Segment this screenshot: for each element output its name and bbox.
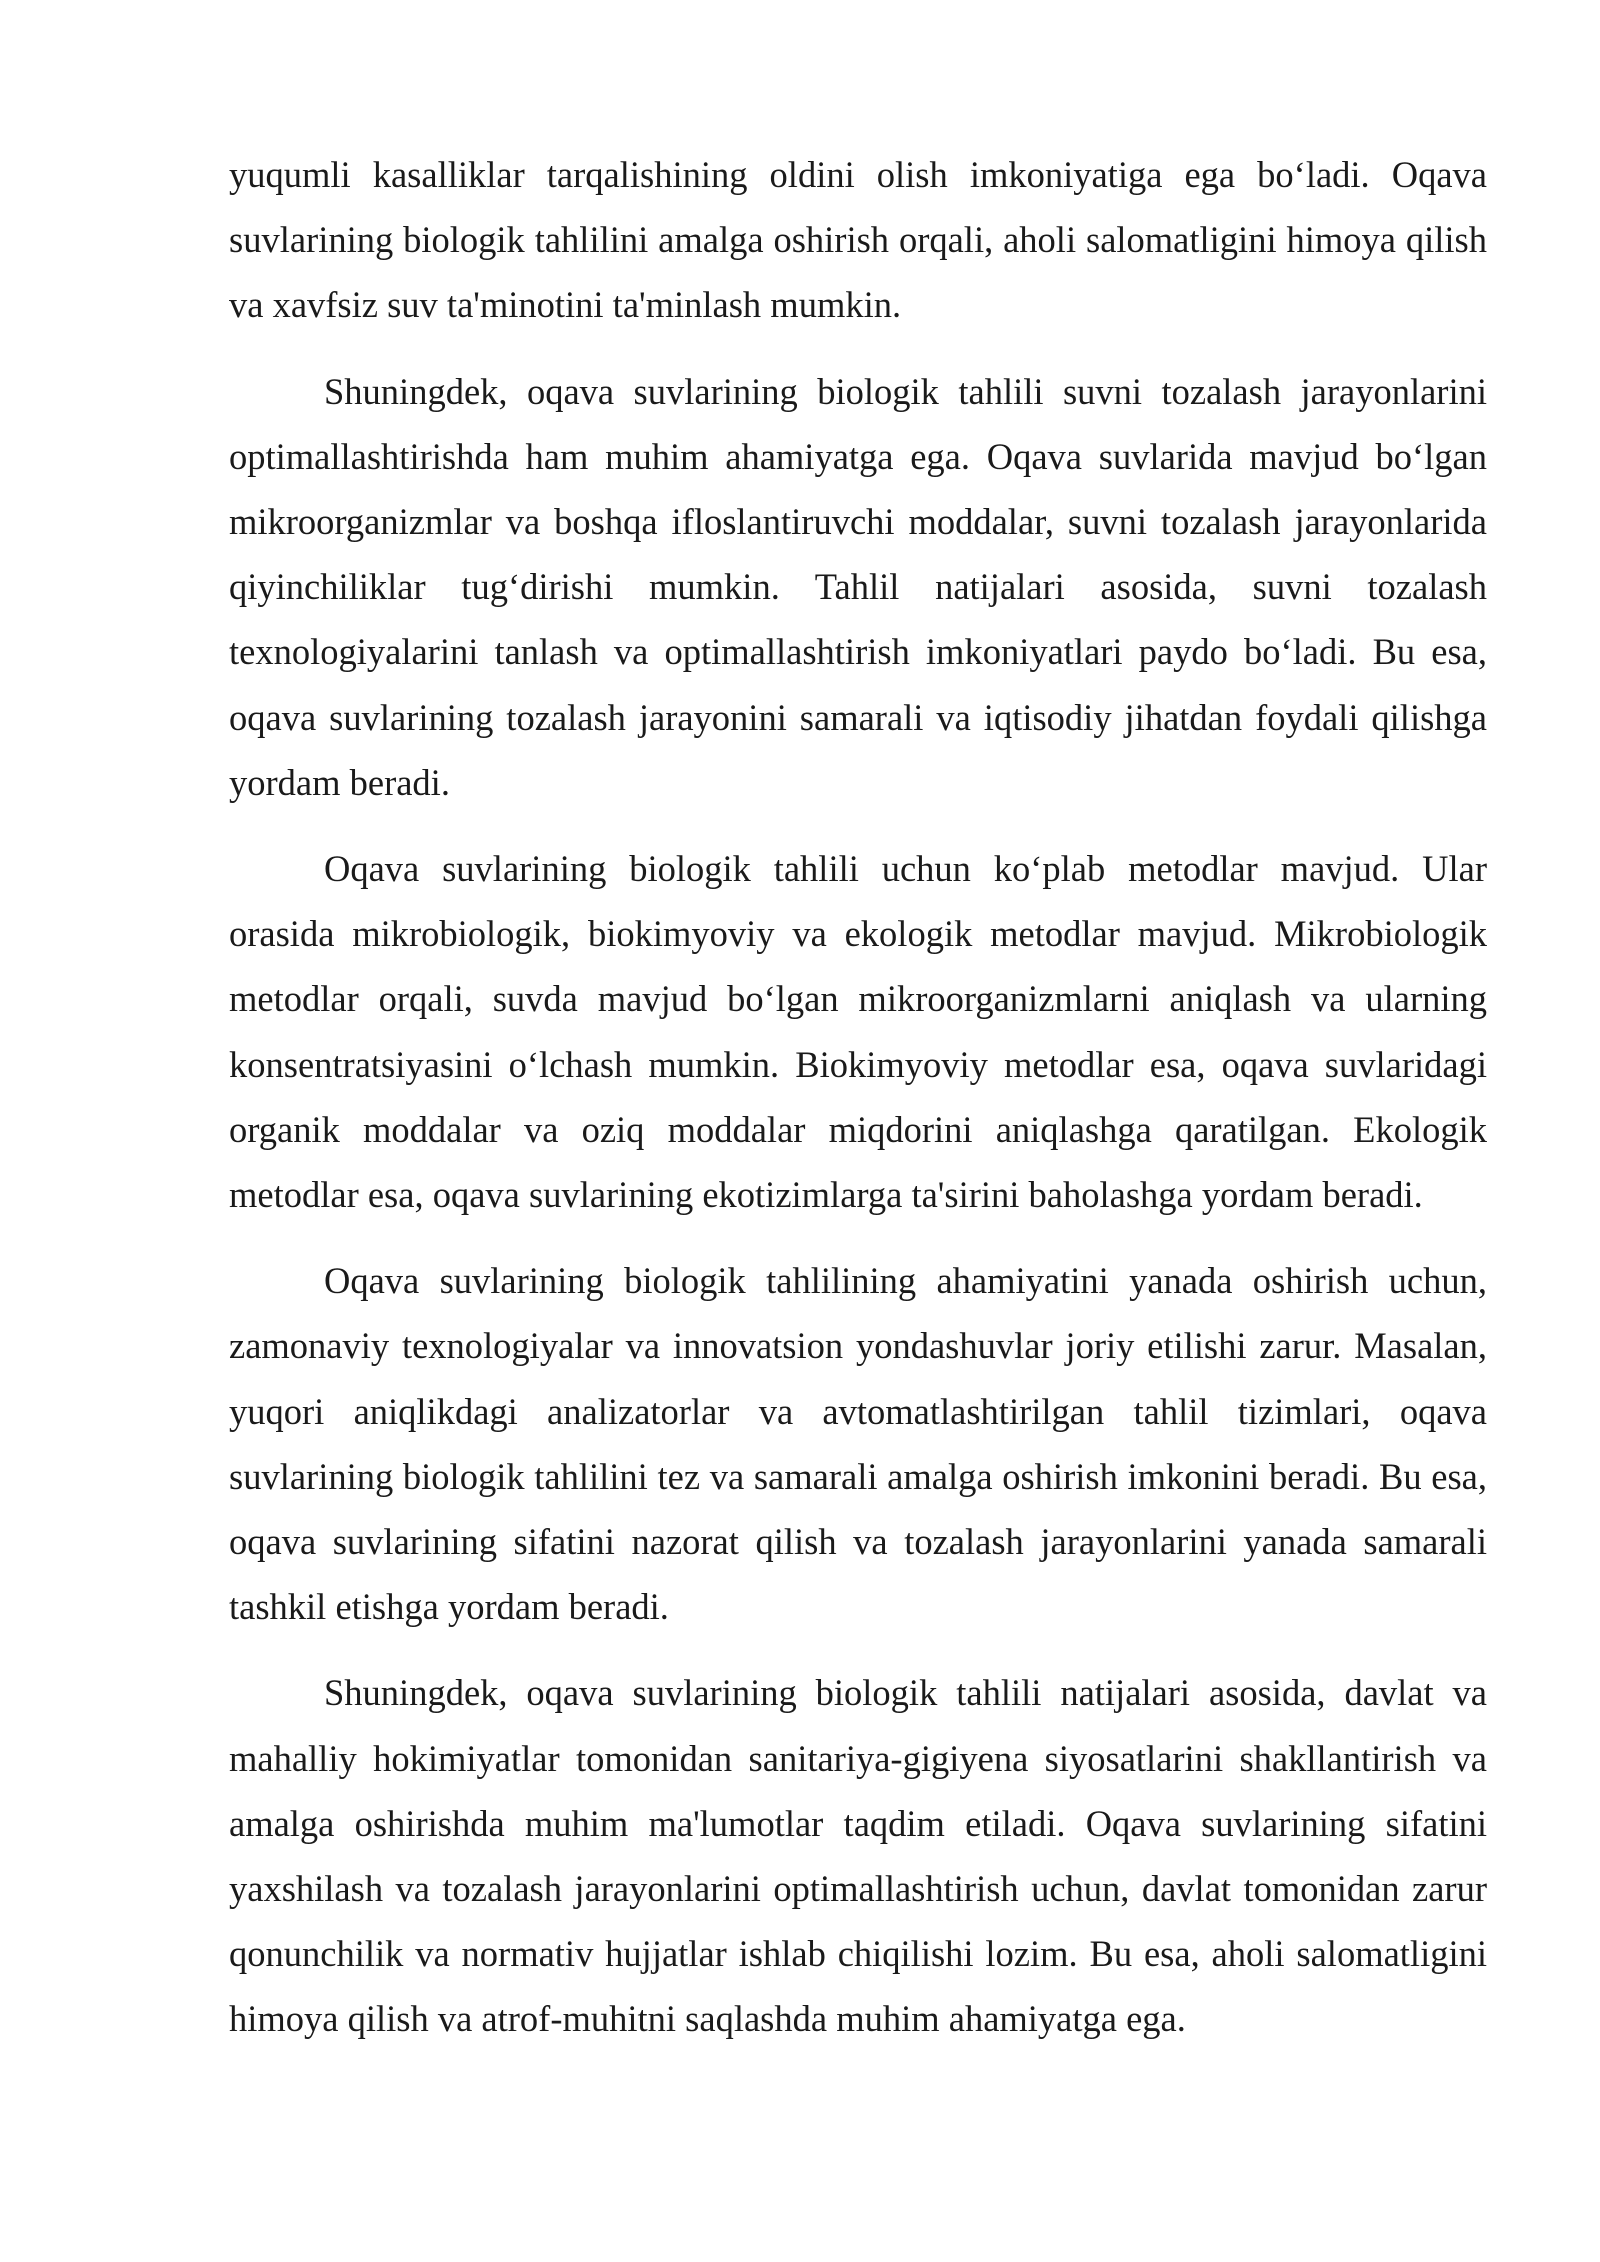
paragraph-analysis-methods: Oqava suvlarining biologik tahlili uchun ko‘plab metodlar mavjud. Ular orasida mikrobiologik, biokimyoviy va ekologik metodlar mavjud. Mikrobiologik metodlar orqali, suvda mavjud bo‘lgan mikroorganizmlarni aniqlash va ularning konsentratsiyasini o‘lchash mumkin. Biokimyoviy metodlar esa, oqava suvlaridagi organik moddalar va oziq moddalar miqdorini aniqlashga qaratilgan. Ekologik metodlar esa, oqava suvlarining ekotizimlarga ta'sirini baholashga yordam beradi. <box>229 848 1487 1216</box>
paragraph-continuation: yuqumli kasalliklar tarqalishining oldini olish imkoniyatiga ega bo‘ladi. Oqava suvlarining biologik tahlilini amalga oshirish orqali, aholi salomatligini himoya qilish va xavfsiz suv ta'minotini ta'minlash mumkin. <box>229 154 1487 326</box>
paragraph-government-policy: Shuningdek, oqava suvlarining biologik tahlili natijalari asosida, davlat va mahalliy hokimiyatlar tomonidan sanitariya-gigiyena siyosatlarini shakllantirish va amalga oshirishda muhim ma'lumotlar taqdim etiladi. Oqava suvlarining sifatini yaxshilash va tozalash jarayonlarini optimallashtirish uchun, davlat tomonidan zarur qonunchilik va normativ hujjatlar ishlab chiqilishi lozim. Bu esa, aholi salomatligini himoya qilish va atrof-muhitni saqlashda muhim ahamiyatga ega. <box>229 1672 1487 2040</box>
paragraph-water-treatment-optimization: Shuningdek, oqava suvlarining biologik tahlili suvni tozalash jarayonlarini optimallashtirishda ham muhim ahamiyatga ega. Oqava suvlarida mavjud bo‘lgan mikroorganizmlar va boshqa ifloslantiruvchi moddalar, suvni tozalash jarayonlarida qiyinchiliklar tug‘dirishi mumkin. Tahlil natijalari asosida, suvni tozalash texnologiyalarini tanlash va optimallashtirish imkoniyatlari paydo bo‘ladi. Bu esa, oqava suvlarining tozalash jarayonini samarali va iqtisodiy jihatdan foydali qilishga yordam beradi. <box>229 370 1487 803</box>
paragraph-modern-technologies: Oqava suvlarining biologik tahlilining ahamiyatini yanada oshirish uchun, zamonaviy texnologiyalar va innovatsion yondashuvlar joriy etilishi zarur. Masalan, yuqori aniqlikdagi analizatorlar va avtomatlashtirilgan tahlil tizimlari, oqava suvlarining biologik tahlilini tez va samarali amalga oshirish imkonini beradi. Bu esa, oqava suvlarining sifatini nazorat qilish va tozalash jarayonlarini yanada samarali tashkil etishga yordam beradi. <box>229 1260 1487 1628</box>
document-page <box>229 142 1487 2073</box>
